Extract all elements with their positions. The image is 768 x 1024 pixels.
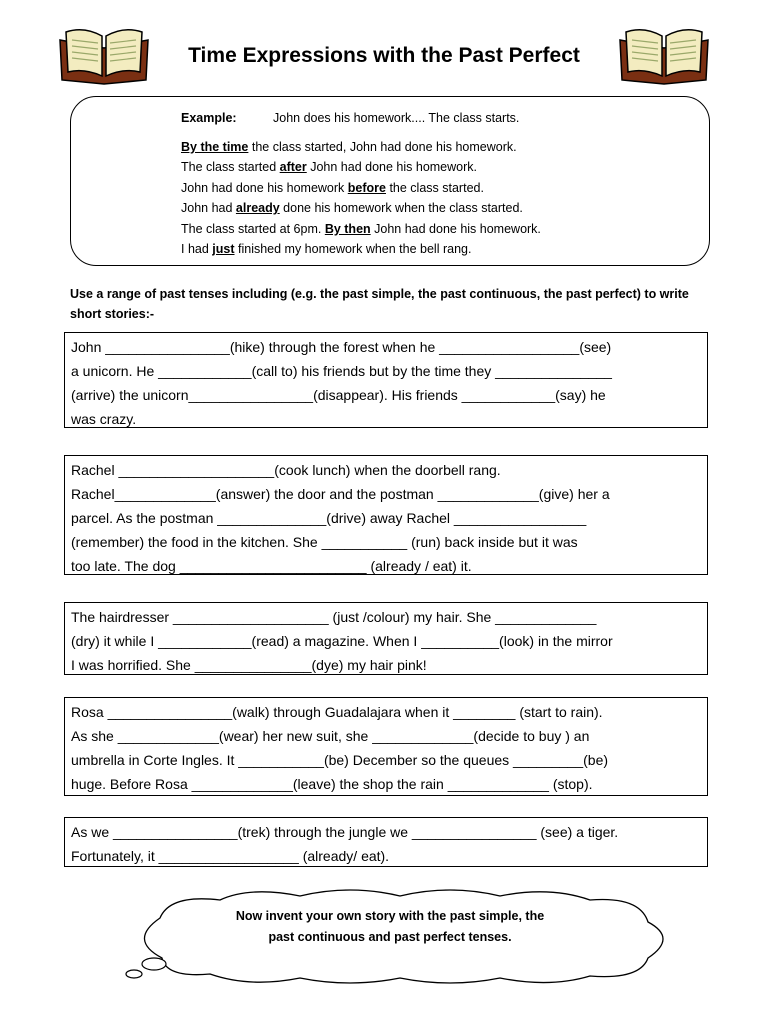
time-expression: just (212, 242, 235, 257)
example-line: John had already done his homework when the class started. (181, 201, 523, 216)
example-header (181, 111, 519, 125)
time-expression: after (279, 160, 307, 175)
cloud-prompt-line: past continuous and past perfect tenses. (268, 930, 512, 944)
story-box-hairdresser: The hairdresser ____________________ (just /colour) my hair. She _____________ (dry) it while I ____________(read) a magazine. When I __________(look) in the mirror I was horrified. She _______________(dye) my hair pink! (64, 602, 708, 675)
story-box-john: John ________________(hike) through the forest when he __________________(see) a unicorn. He ____________(call to) his friends but by the time they _______________ (arrive) the unicorn________________(disappear). His friends ____________(say) he was crazy. (64, 332, 708, 428)
example-lines (181, 137, 541, 259)
example-line: John had done his homework before the class started. (181, 180, 484, 195)
example-label: Example: (181, 111, 237, 125)
example-line: The class started at 6pm. By then John had done his homework. (181, 221, 541, 236)
instructions: Use a range of past tenses including (e.g. the past simple, the past continuous, the past perfect) to write short stories:- (70, 287, 689, 321)
example-line: By the time the class started, John had done his homework. (181, 140, 517, 154)
time-expression: before (347, 180, 386, 195)
story-box-rosa: Rosa ________________(walk) through Guadalajara when it ________ (start to rain). As she _____________(wear) her new suit, she _____________(decide to buy ) an umbrella in Corte Ingles. It ___________(be) December so the queues _________(be) huge. Before Rosa _____________(leave) the shop the rain _____________ (stop). (64, 697, 708, 796)
example-line: I had just finished my homework when the bell rang. (181, 242, 472, 257)
cloud-prompt (100, 906, 680, 948)
example-box (70, 96, 710, 266)
example-prompt: John does his homework.... The class starts. (273, 111, 520, 125)
page-title: Time Expressions with the Past Perfect (188, 44, 580, 67)
cloud-prompt-line: Now invent your own story with the past simple, the (235, 909, 545, 923)
time-expression: By the time (181, 140, 249, 154)
time-expression: already (235, 201, 280, 216)
time-expression: By then (324, 221, 371, 236)
example-line: The class started after John had done his homework. (181, 160, 477, 175)
story-box-jungle: As we ________________(trek) through the jungle we ________________ (see) a tiger. Fortunately, it __________________ (already/ eat). (64, 817, 708, 867)
story-box-rachel: Rachel ____________________(cook lunch) when the doorbell rang. Rachel_____________(answer) the door and the postman _____________(give) her a parcel. As the postman ______________(drive) away Rachel _________________ (remember) the food in the kitchen. She ___________ (run) back inside but it was too late. The dog ________________________ (already / eat) it. (64, 455, 708, 575)
